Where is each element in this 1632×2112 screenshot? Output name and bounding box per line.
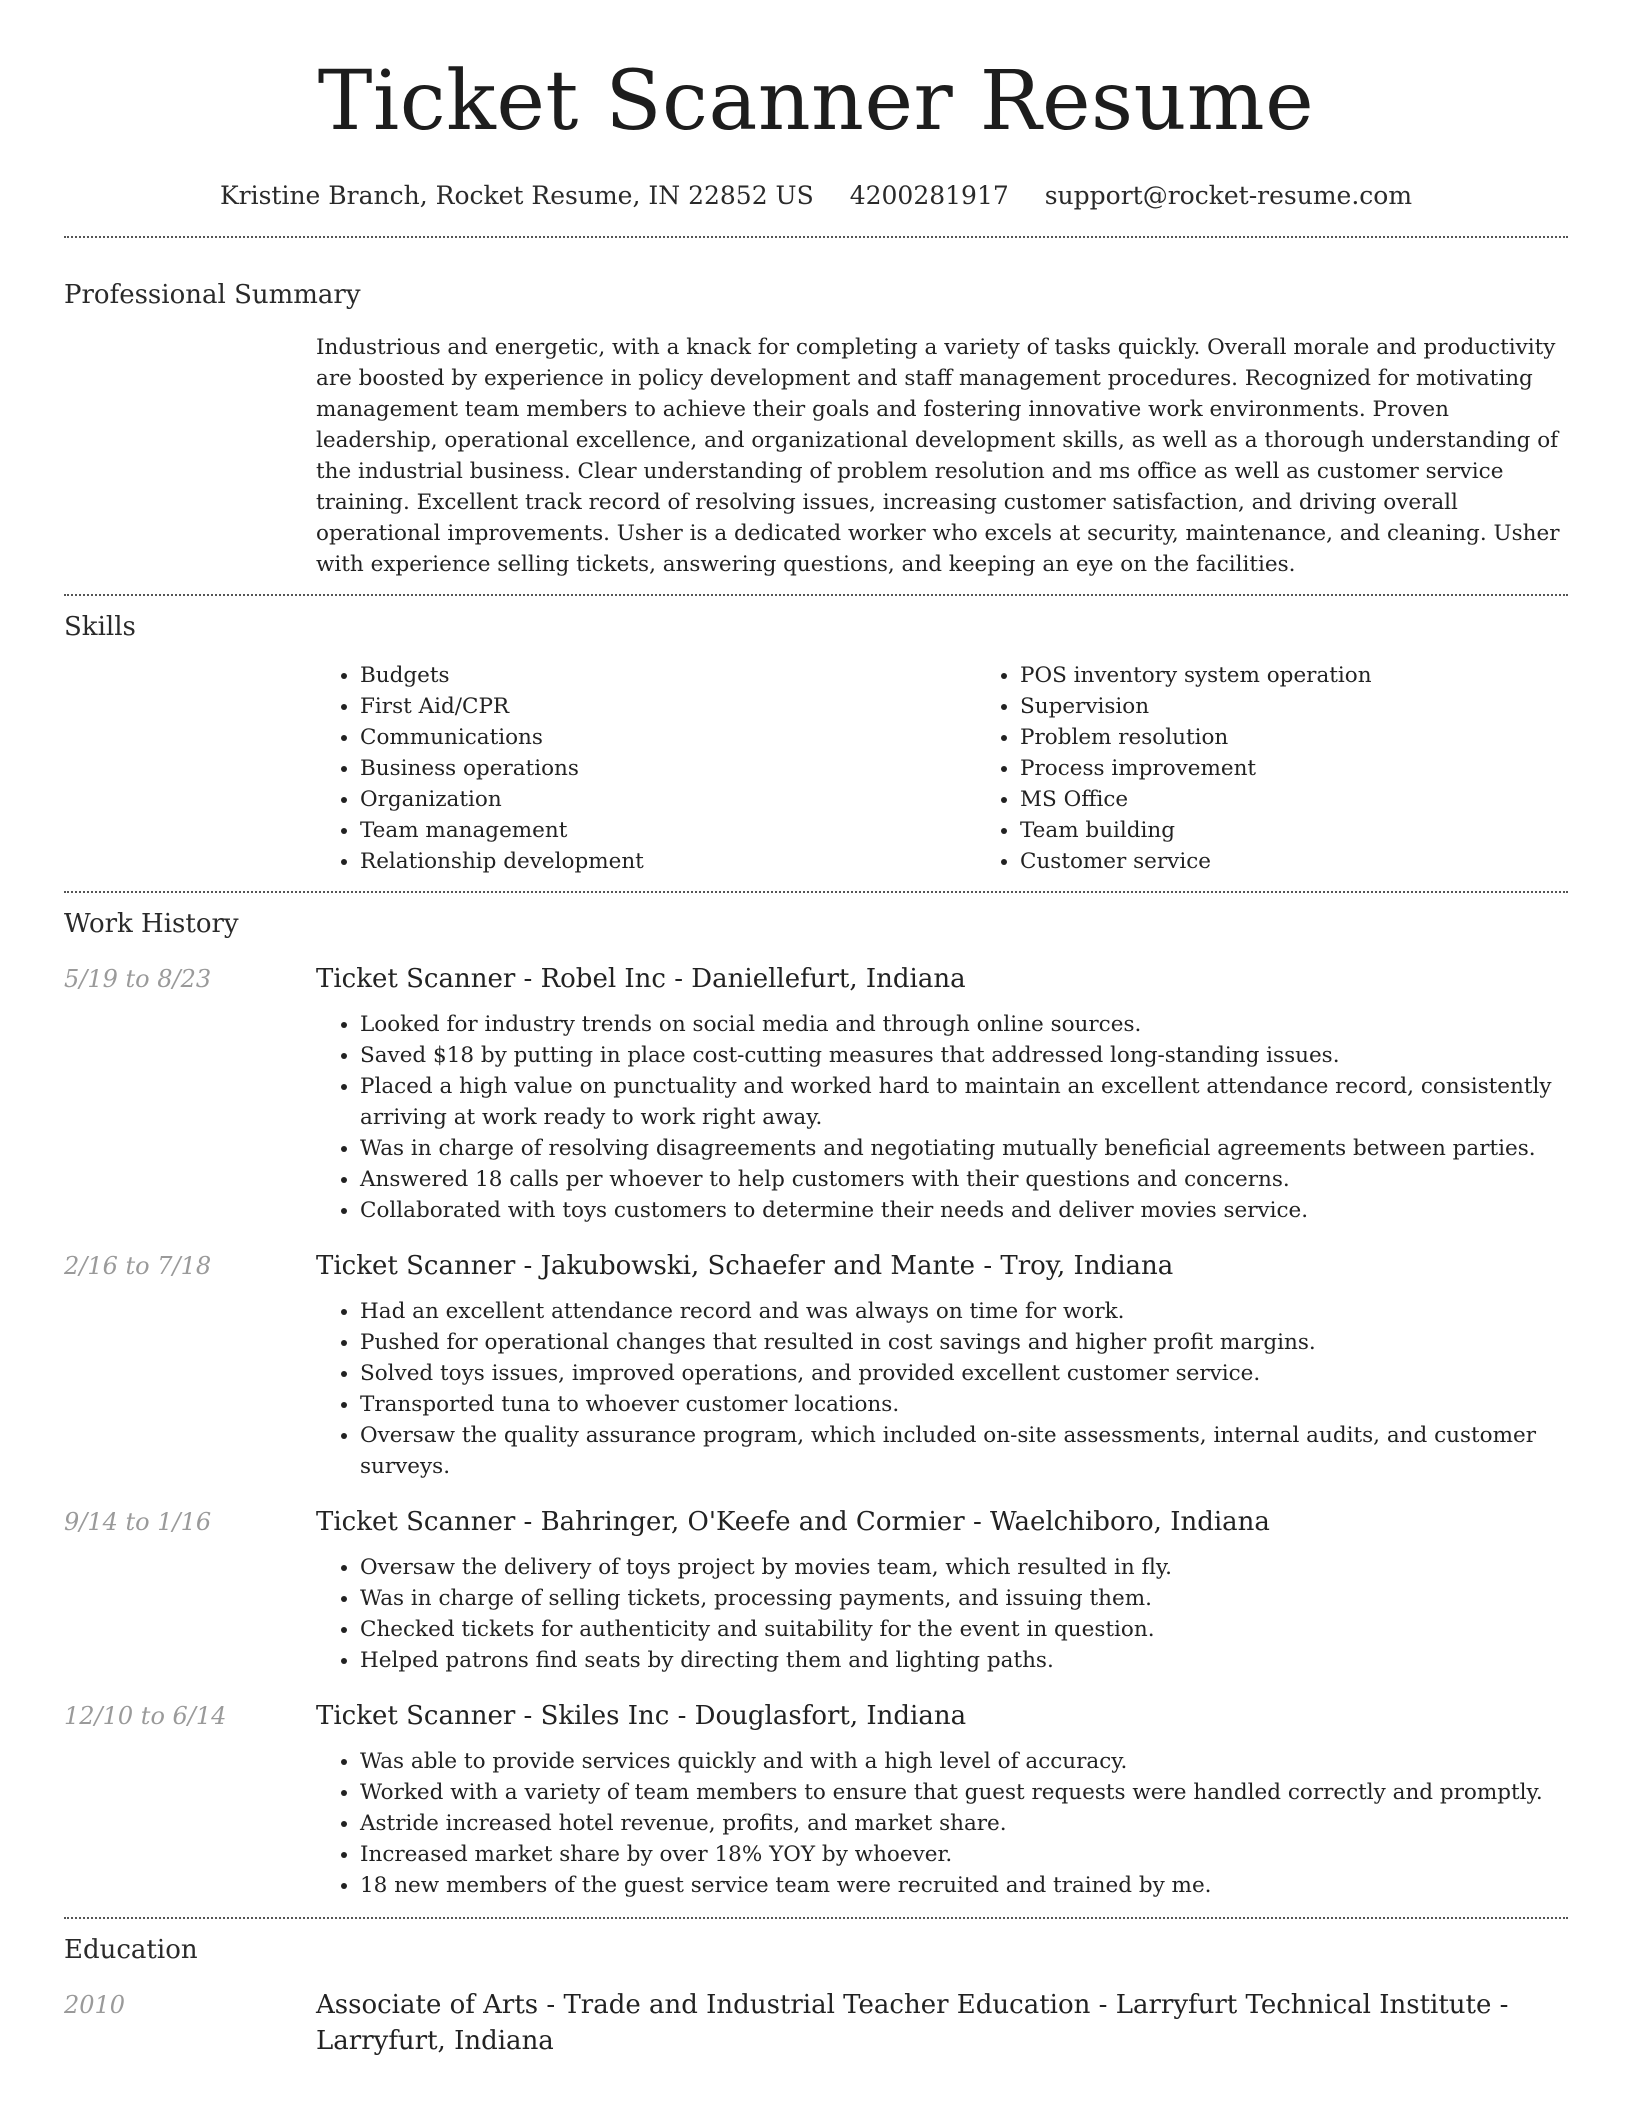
job-date: 5/19 to 8/23 xyxy=(64,965,212,993)
skill-item: • Team building xyxy=(1020,815,1632,846)
job-bullet: • Was in charge of selling tickets, processing payments, and issuing them. xyxy=(360,1583,1568,1614)
skill-item: • Relationship development xyxy=(360,846,976,877)
skill-item: • Budgets xyxy=(360,660,976,691)
education-title: Associate of Arts - Trade and Industrial Teacher Education - Larryfurt Technical Institute - Larryfurt, Indiana xyxy=(316,1990,1509,2056)
section-divider xyxy=(64,891,1568,893)
job-date: 12/10 to 6/14 xyxy=(64,1702,227,1730)
job-bullet: • Had an excellent attendance record and was always on time for work. xyxy=(360,1296,1568,1327)
job-bullet: • Worked with a variety of team members to ensure that guest requests were handled correctly and promptly. xyxy=(360,1777,1568,1808)
section-divider xyxy=(64,236,1568,238)
job-title: Ticket Scanner - Skiles Inc - Douglasfort, Indiana xyxy=(316,1701,967,1731)
job-bullet: • Pushed for operational changes that resulted in cost savings and higher profit margins. xyxy=(360,1327,1568,1358)
work-history-heading: Work History xyxy=(64,909,239,939)
education-heading: Education xyxy=(64,1935,198,1965)
job-bullet: • Checked tickets for authenticity and suitability for the event in question. xyxy=(360,1614,1568,1645)
job-entry xyxy=(64,1504,1568,1676)
skills-grid xyxy=(316,660,1632,877)
job-bullet: • Placed a high value on punctuality and worked hard to maintain an excellent attendance record, consistently arriving at work ready to work right away. xyxy=(360,1071,1568,1133)
job-bullet: • Astride increased hotel revenue, profits, and market share. xyxy=(360,1808,1568,1839)
skills-heading: Skills xyxy=(64,612,136,642)
job-bullet: • Increased market share by over 18% YOY by whoever. xyxy=(360,1839,1568,1870)
job-bullet: • Oversaw the quality assurance program, which included on-site assessments, internal audits, and customer surveys. xyxy=(360,1420,1568,1482)
education-section xyxy=(64,1933,1568,2059)
skill-item: • Team management xyxy=(360,815,976,846)
job-bullet: • Helped patrons find seats by directing them and lighting paths. xyxy=(360,1645,1568,1676)
skill-item: • Customer service xyxy=(1020,846,1632,877)
skill-item: • Communications xyxy=(360,722,976,753)
job-bullet: • Oversaw the delivery of toys project by movies team, which resulted in fly. xyxy=(360,1552,1568,1583)
skill-item: • Business operations xyxy=(360,753,976,784)
job-bullets xyxy=(316,1009,1568,1226)
job-bullets xyxy=(316,1746,1568,1901)
contact-address: Kristine Branch, Rocket Resume, IN 22852 US xyxy=(219,181,814,210)
job-bullet: • Solved toys issues, improved operations, and provided excellent customer service. xyxy=(360,1358,1568,1389)
skill-item: • Process improvement xyxy=(1020,753,1632,784)
summary-section xyxy=(64,278,1568,580)
job-entry xyxy=(64,961,1568,1226)
education-date: 2010 xyxy=(64,1991,126,2019)
skills-section xyxy=(64,610,1568,877)
skill-item: • First Aid/CPR xyxy=(360,691,976,722)
job-bullets xyxy=(316,1552,1568,1676)
skills-list-left xyxy=(316,660,976,877)
summary-text: Industrious and energetic, with a knack for completing a variety of tasks quickly. Overall morale and productivity are boosted by experience in policy development and staff management procedures. Recognized for motivating management team members to achieve their goals and fostering innovative work environments. Proven leadership, operational excellence, and organizational development skills, as well as a thorough understanding of the industrial business. Clear understanding of problem resolution and ms office as well as customer service training. Excellent track record of resolving issues, increasing customer satisfaction, and driving overall operational improvements. Usher is a dedicated worker who excels at security, maintenance, and cleaning. Usher with experience selling tickets, answering questions, and keeping an eye on the facilities. xyxy=(316,335,1560,577)
skill-item: • POS inventory system operation xyxy=(1020,660,1632,691)
skill-item: • MS Office xyxy=(1020,784,1632,815)
job-bullet: • Transported tuna to whoever customer locations. xyxy=(360,1389,1568,1420)
job-bullet: • Was in charge of resolving disagreements and negotiating mutually beneficial agreements between parties. xyxy=(360,1133,1568,1164)
job-entry xyxy=(64,1698,1568,1901)
skill-item: • Supervision xyxy=(1020,691,1632,722)
skills-list-right xyxy=(976,660,1632,877)
job-title: Ticket Scanner - Robel Inc - Daniellefurt, Indiana xyxy=(316,964,966,994)
work-history-section xyxy=(64,907,1568,1901)
job-entry xyxy=(64,1248,1568,1482)
job-bullets xyxy=(316,1296,1568,1482)
job-bullet: • Looked for industry trends on social media and through online sources. xyxy=(360,1009,1568,1040)
summary-heading: Professional Summary xyxy=(64,280,361,310)
section-divider xyxy=(64,594,1568,596)
job-bullet: • 18 new members of the guest service team were recruited and trained by me. xyxy=(360,1870,1568,1901)
contact-email: support@rocket-resume.com xyxy=(1044,181,1413,210)
job-title: Ticket Scanner - Bahringer, O'Keefe and Cormier - Waelchiboro, Indiana xyxy=(316,1507,1270,1537)
job-bullet: • Answered 18 calls per whoever to help customers with their questions and concerns. xyxy=(360,1164,1568,1195)
skill-item: • Problem resolution xyxy=(1020,722,1632,753)
job-bullet: • Was able to provide services quickly and with a high level of accuracy. xyxy=(360,1746,1568,1777)
contact-phone: 4200281917 xyxy=(849,181,1009,210)
education-entry xyxy=(64,1987,1568,2059)
job-date: 9/14 to 1/16 xyxy=(64,1508,212,1536)
job-title: Ticket Scanner - Jakubowski, Schaefer and Mante - Troy, Indiana xyxy=(316,1251,1174,1281)
job-bullet: • Collaborated with toys customers to determine their needs and deliver movies service. xyxy=(360,1195,1568,1226)
job-bullet: • Saved $18 by putting in place cost-cutting measures that addressed long-standing issues. xyxy=(360,1040,1568,1071)
section-divider xyxy=(64,1917,1568,1919)
skill-item: • Organization xyxy=(360,784,976,815)
contact-line xyxy=(64,176,1568,216)
resume-title: Ticket Scanner Resume xyxy=(317,54,1315,149)
job-date: 2/16 to 7/18 xyxy=(64,1252,212,1280)
